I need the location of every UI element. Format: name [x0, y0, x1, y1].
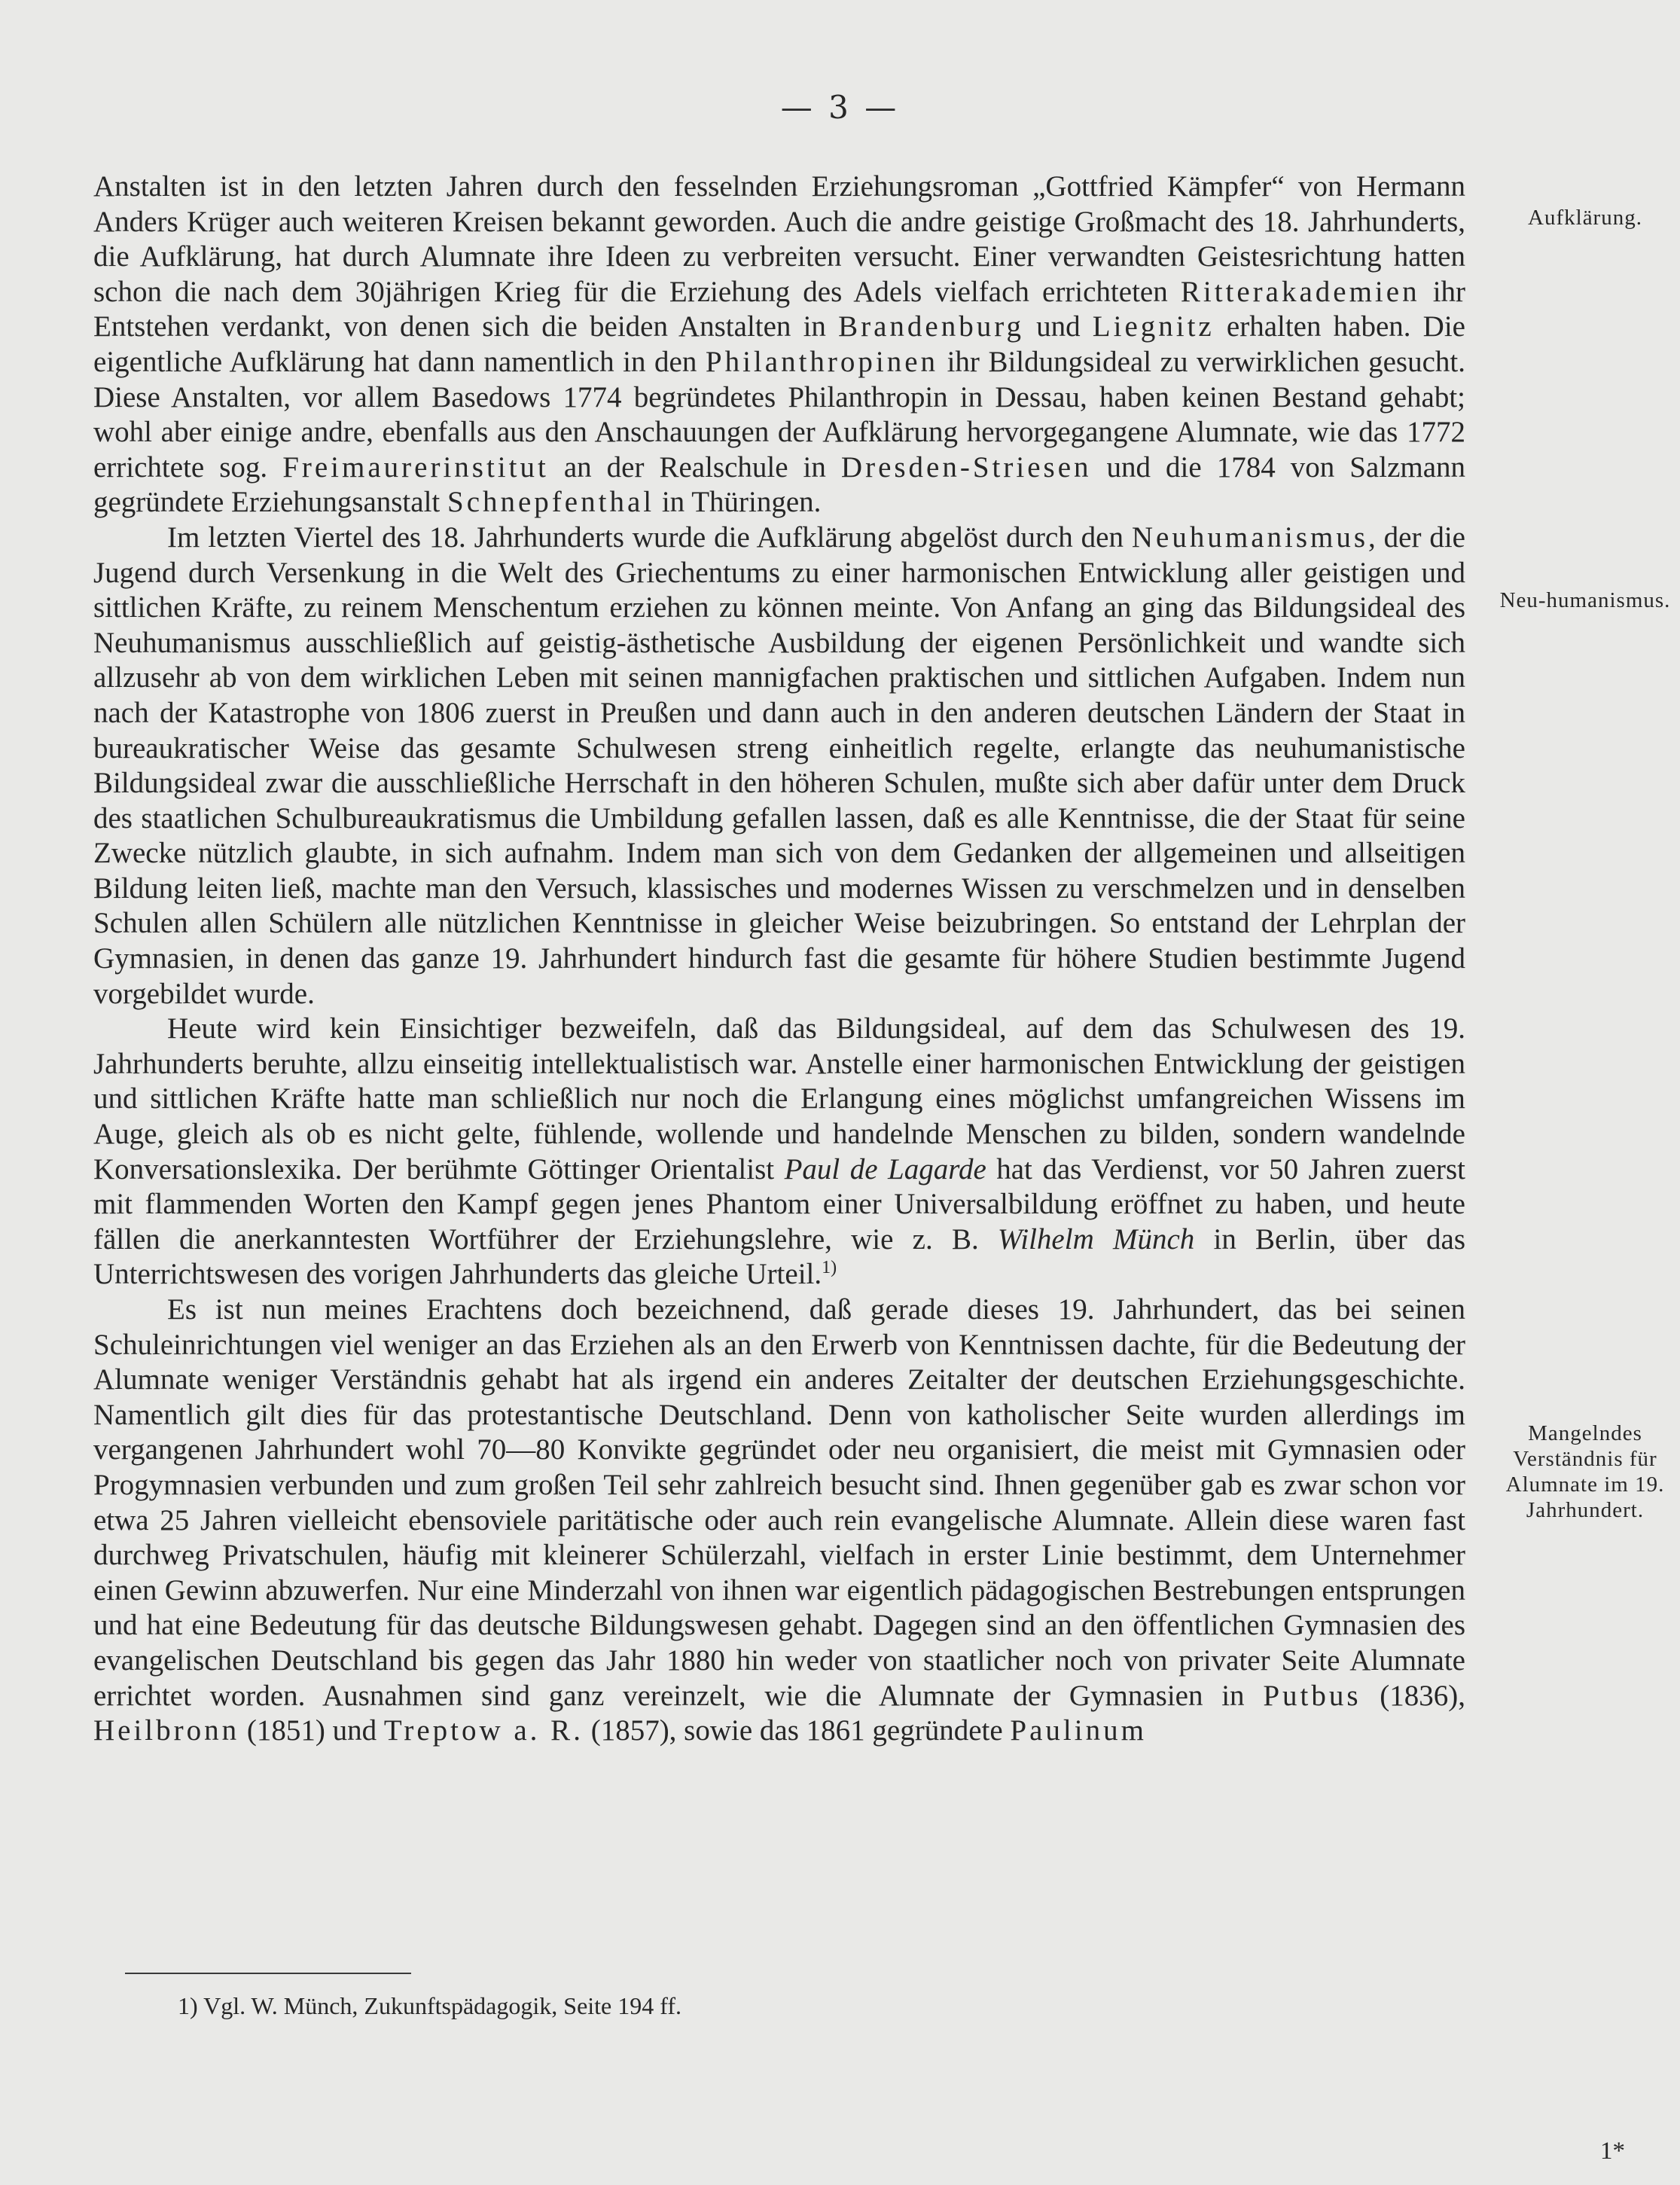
text-run: in Berlin, über das Unterrichtswesen des vorigen Jahrhunderts das gleiche Urteil. [93, 1222, 1465, 1291]
text-run: Im letzten Viertel des 18. Jahrhunderts wurde die Aufklärung abgelöst durch den [167, 520, 1124, 554]
margin-note-mangelndes-verstaendnis: Mangelndes Verständnis für Alumnate im 19. Jahrhundert. [1505, 1421, 1665, 1522]
emphasis-treptow: Treptow a. R. [383, 1714, 584, 1747]
text-run: ihr Entstehen verdankt, von denen sich die beiden Anstalten in [93, 275, 1466, 343]
emphasis-neuhumanismus: Neuhumanismus [1131, 520, 1369, 554]
emphasis-dresden-striesen: Dresden-Striesen [840, 450, 1092, 484]
text-run: , der die Jugend durch Versenkung in die Welt des Griechentums zu einer harmonischen Entwicklung aller geistigen und sittlichen Kräfte, zu reinem Menschentum erziehen zu können meinte. Von Anfang an ging das Bildungsideal des Neuhumanismus ausschließlich auf geistig-ästhetische Ausbildung der eigenen Persönlichkeit und wandte sich allzusehr ab von dem wirklichen Leben mit seinen mannigfachen praktischen und sittlichen Aufgaben. Indem nun nach der Katastrophe von 1806 zuerst in Preußen und dann auch in den anderen deutschen Ländern der Staat in bureaukratischer Weise das gesamte Schulwesen streng einheitlich regelte, erlangte das neuhumanistische Bildungsideal zwar die ausschließliche Herrschaft in den höheren Schulen, mußte sich aber dafür unter dem Druck des staatlichen Schulbureaukratismus die Umbildung gefallen lassen, daß es alle Kenntnisse, die der Staat für seine Zwecke nützlich glaubte, in sich aufnahm. Indem man sich von dem Gedanken der allgemeinen und allseitigen Bildung leiten ließ, machte man den Versuch, klassisches und modernes Wissen zu verschmelzen und in denselben Schulen allen Schülern alle nützlichen Kenntnisse in gleicher Weise beizubringen. So entstand der Lehrplan der Gymnasien, in denen das ganze 19. Jahrhundert hindurch fast die gesamte für höhere Studien bestimmte Jugend vorgebildet wurde. [93, 520, 1465, 1010]
paragraph-neuhumanismus [93, 520, 1465, 1012]
emphasis-heilbronn: Heilbronn [93, 1714, 240, 1747]
footnote-separator [125, 1973, 411, 1974]
emphasis-putbus: Putbus [1263, 1679, 1361, 1712]
margin-note-neuhumanismus: Neu-humanismus. [1499, 588, 1671, 612]
footnote: 1) Vgl. W. Münch, Zukunftspädagogik, Seite 194 ff. [178, 1992, 681, 2019]
text-run: hat das Verdienst, vor 50 Jahren zuerst mit flammenden Worten den Kampf gegen jenes Phantom einer Universalbildung eröffnet zu haben, und heute fällen die anerkanntesten Wortführer der Erziehungslehre, wie z. B. [93, 1152, 1466, 1256]
text-run: erhalten haben. Die eigentliche Aufklärung hat dann namentlich in den [93, 310, 1465, 378]
footnote-reference: 1) [822, 1258, 837, 1278]
text-run: (1857), sowie das 1861 gegründete [590, 1714, 1003, 1747]
margin-note-aufklaerung: Aufklärung. [1528, 206, 1642, 230]
text-run: und [1036, 310, 1081, 343]
signature-mark: 1* [1600, 2138, 1625, 2165]
text-run: an der Realschule in [563, 450, 826, 484]
emphasis-ritterakademien: Ritterakademien [1180, 275, 1420, 308]
emphasis-schnepfenthal: Schnepfenthal [447, 486, 655, 519]
text-run: Anstalten ist in den letzten Jahren durch den fesselnden Erziehungsroman „Gottfried Kämpfer“ von Hermann Anders Krüger auch weiteren Kreisen bekannt geworden. Auch die andre geistige Großmacht des 18. Jahrhunderts, die Aufklärung, hat durch Alumnate ihre Ideen zu verbreiten versucht. Einer verwandten Geistesrichtung hatten schon die nach dem 30jährigen Krieg für die Erziehung des Adels vielfach errichteten [93, 170, 1465, 308]
emphasis-philanthropinen: Philanthropinen [705, 345, 939, 378]
text-run: (1836), [1380, 1679, 1466, 1712]
text-run: Heute wird kein Einsichtiger bezweifeln, daß das Bildungsideal, auf dem das Schulwesen des 19. Jahrhunderts beruhte, allzu einseitig intellektualistisch war. Anstelle einer harmonischen Entwicklung der geistigen und sittlichen Kräfte hatte man schließlich nur noch die Erlangung eines möglichst umfangreichen Wissens im Auge, gleich als ob es nicht gelte, fühlende, wollende und handelnde Menschen zu bilden, sondern wandelnde Konversationslexika. Der berühmte Göttinger Orientalist [93, 1012, 1465, 1186]
text-run: (1851) und [246, 1714, 377, 1747]
text-run: in Thüringen. [661, 486, 822, 519]
paragraph-bildungsideal [93, 1012, 1465, 1292]
italic-name-lagarde: Paul de Lagarde [784, 1152, 986, 1186]
paragraph-alumnate-19-jh [93, 1292, 1465, 1749]
emphasis-paulinum: Paulinum [1010, 1714, 1147, 1747]
text-run: und die 1784 von Salzmann gegründete Erziehungsanstalt [93, 450, 1466, 519]
paragraph-aufklaerung [93, 169, 1465, 520]
body-text [93, 169, 1465, 1749]
page-number: — 3 — [780, 89, 900, 126]
emphasis-brandenburg: Brandenburg [838, 310, 1024, 343]
italic-name-muench: Wilhelm Münch [997, 1222, 1195, 1256]
emphasis-liegnitz: Liegnitz [1092, 310, 1215, 343]
emphasis-freimaurerinstitut: Freimaurerinstitut [282, 450, 549, 484]
text-run: Es ist nun meines Erachtens doch bezeichnend, daß gerade dieses 19. Jahrhundert, das bei seinen Schuleinrichtungen viel weniger an das Erziehen als an den Erwerb von Kenntnissen dachte, für die Bedeutung der Alumnate weniger Verständnis gehabt hat als irgend ein anderes Zeitalter der deutschen Erziehungsgeschichte. Namentlich gilt dies für das protestantische Deutschland. Denn von katholischer Seite wurden allerdings im vergangenen Jahrhundert wohl 70—80 Konvikte gegründet oder neu organisiert, die meist mit Gymnasien oder Progymnasien verbunden und zum großen Teil sehr zahlreich besucht sind. Ihnen gegenüber gab es zwar schon vor etwa 25 Jahren vielleicht ebensoviele paritätische oder auch rein evangelische Alumnate. Allein diese waren fast durchweg Privatschulen, häufig mit kleinerer Schülerzahl, vielfach in erster Linie bestimmt, dem Unternehmer einen Gewinn abzuwerfen. Nur eine Minderzahl von ihnen war eigentlich pädagogischen Bestrebungen entsprungen und hat eine Bedeutung für das deutsche Bildungswesen gehabt. Dagegen sind an den öffentlichen Gymnasien des evangelischen Deutschland bis gegen das Jahr 1880 hin weder von staatlicher noch von privater Seite Alumnate errichtet worden. Ausnahmen sind ganz vereinzelt, wie die Alumnate der Gymnasien in [93, 1293, 1465, 1712]
text-run: ihr Bildungsideal zu verwirklichen gesucht. Diese Anstalten, vor allem Basedows 1774 begründetes Philanthropin in Dessau, haben keinen Bestand gehabt; wohl aber einige andre, ebenfalls aus den Anschauungen der Aufklärung hervorgegangene Alumnate, wie das 1772 errichtete sog. [93, 345, 1466, 484]
